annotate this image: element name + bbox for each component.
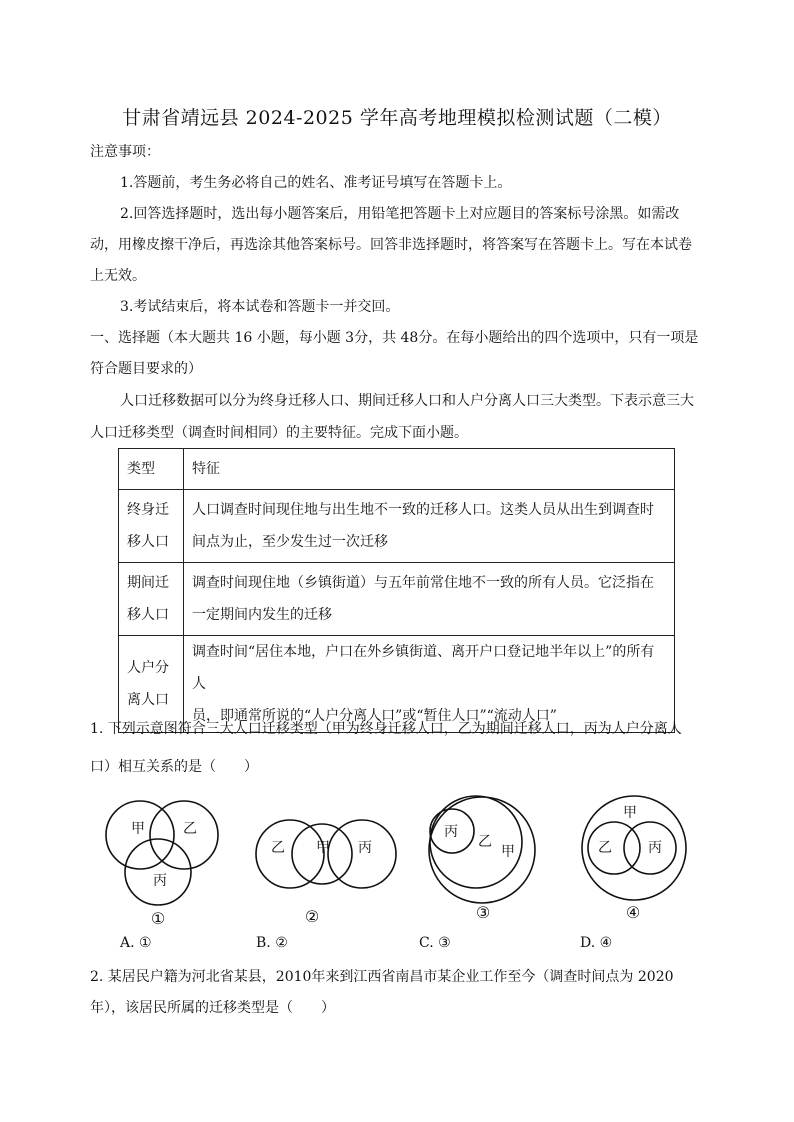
circle-yi-2	[256, 820, 324, 888]
table-cell-type	[119, 563, 184, 636]
label-yi: 乙	[271, 840, 285, 856]
label-bing: 丙	[153, 873, 167, 889]
label-bing: 丙	[358, 840, 372, 856]
label-yi: 乙	[598, 840, 612, 856]
option-c[interactable]: C. ③	[419, 935, 451, 951]
migration-features-table	[118, 448, 675, 733]
option-number-1: ①	[150, 909, 166, 928]
feature-line: 人口调查时间现住地与出生地不一致的迁移人口。这类人员从出生到调查时	[192, 502, 654, 518]
notice-item-3: 3.考试结束后，将本试卷和答题卡一并交回。	[120, 299, 400, 315]
option-d[interactable]: D. ④	[580, 935, 613, 951]
type-line: 移人口	[127, 607, 169, 623]
label-bing: 丙	[444, 824, 458, 840]
option-a[interactable]: A. ①	[120, 935, 152, 951]
option-number-4: ④	[625, 903, 641, 922]
feature-line: 一定期间内发生的迁移	[192, 607, 332, 623]
table-row	[119, 563, 675, 636]
option-b[interactable]: B. ②	[256, 935, 288, 951]
label-jia: 甲	[131, 821, 145, 837]
label-yi: 乙	[183, 821, 197, 837]
label-jia: 甲	[623, 805, 637, 821]
notice-item-1: 1.答题前，考生务必将自己的姓名、准考证号填写在答题卡上。	[120, 175, 512, 191]
type-line: 人户分	[127, 660, 169, 676]
feature-line: 员，即通常所说的“人户分离人口”或“暂住人口”“流动人口”	[192, 708, 557, 724]
notice-item-2-line-3: 上无效。	[90, 268, 146, 284]
question-1-line-1: 1. 下列示意图符合三大人口迁移类型（甲为终身迁移人口，乙为期间迁移人口，丙为人户分离人	[90, 721, 682, 737]
label-yi: 乙	[478, 834, 492, 850]
table-cell-feature	[184, 490, 675, 563]
type-line: 移人口	[127, 534, 169, 550]
label-jia: 甲	[316, 840, 330, 856]
feature-line: 调查时间“居住本地，户口在外乡镇街道、离开户口登记地半年以上”的所有人	[192, 644, 655, 692]
intro-line-1: 人口迁移数据可以分为终身迁移人口、期间迁移人口和人户分离人口三大类型。下表示意三大	[120, 393, 694, 409]
intro-line-2: 人口迁移类型（调查时间相同）的主要特征。完成下面小题。	[90, 425, 468, 441]
notice-heading: 注意事项：	[90, 144, 160, 160]
section-heading-line-1: 一、选择题（本大题共 16 小题，每小题 3分，共 48分。在每小题给出的四个选项中，只有一项是	[90, 330, 699, 346]
venn-diagrams	[90, 790, 710, 930]
table-header-feature: 特征	[184, 449, 675, 490]
question-2-line-2: 年），该居民所属的迁移类型是（ ）	[90, 1000, 335, 1016]
option-number-2: ②	[304, 907, 320, 926]
type-line: 期间迁	[127, 575, 169, 591]
section-heading-line-2: 符合题目要求的）	[90, 361, 202, 377]
label-jia: 甲	[501, 844, 515, 860]
table-cell-feature	[184, 563, 675, 636]
option-number-3: ③	[475, 903, 491, 922]
question-2-line-1: 2. 某居民户籍为河北省某县，2010年来到江西省南昌市某企业工作至今（调查时间点为 2020	[90, 969, 674, 985]
notice-item-2-line-2: 动，用橡皮擦干净后，再选涂其他答案标号。回答非选择题时，将答案写在答题卡上。写在本试卷	[90, 237, 692, 253]
notice-item-2-line-1: 2.回答选择题时，选出每小题答案后，用铅笔把答题卡上对应题目的答案标号涂黑。如需改	[120, 206, 680, 222]
table-row	[119, 490, 675, 563]
label-bing: 丙	[648, 840, 662, 856]
type-line: 终身迁	[127, 502, 169, 518]
feature-line: 间点为止，至少发生过一次迁移	[192, 534, 388, 550]
table-header-row	[119, 449, 675, 490]
feature-line: 调查时间现住地（乡镇街道）与五年前常住地不一致的所有人员。它泛指在	[192, 575, 654, 591]
page-title: 甘肃省靖远县 2024-2025 学年高考地理模拟检测试题（二模）	[122, 107, 672, 129]
table-header-type: 类型	[119, 449, 184, 490]
circle-bing-1	[125, 839, 191, 905]
table-cell-type	[119, 490, 184, 563]
type-line: 离人口	[127, 692, 169, 708]
question-1-line-2: 口）相互关系的是（ ）	[90, 759, 258, 775]
